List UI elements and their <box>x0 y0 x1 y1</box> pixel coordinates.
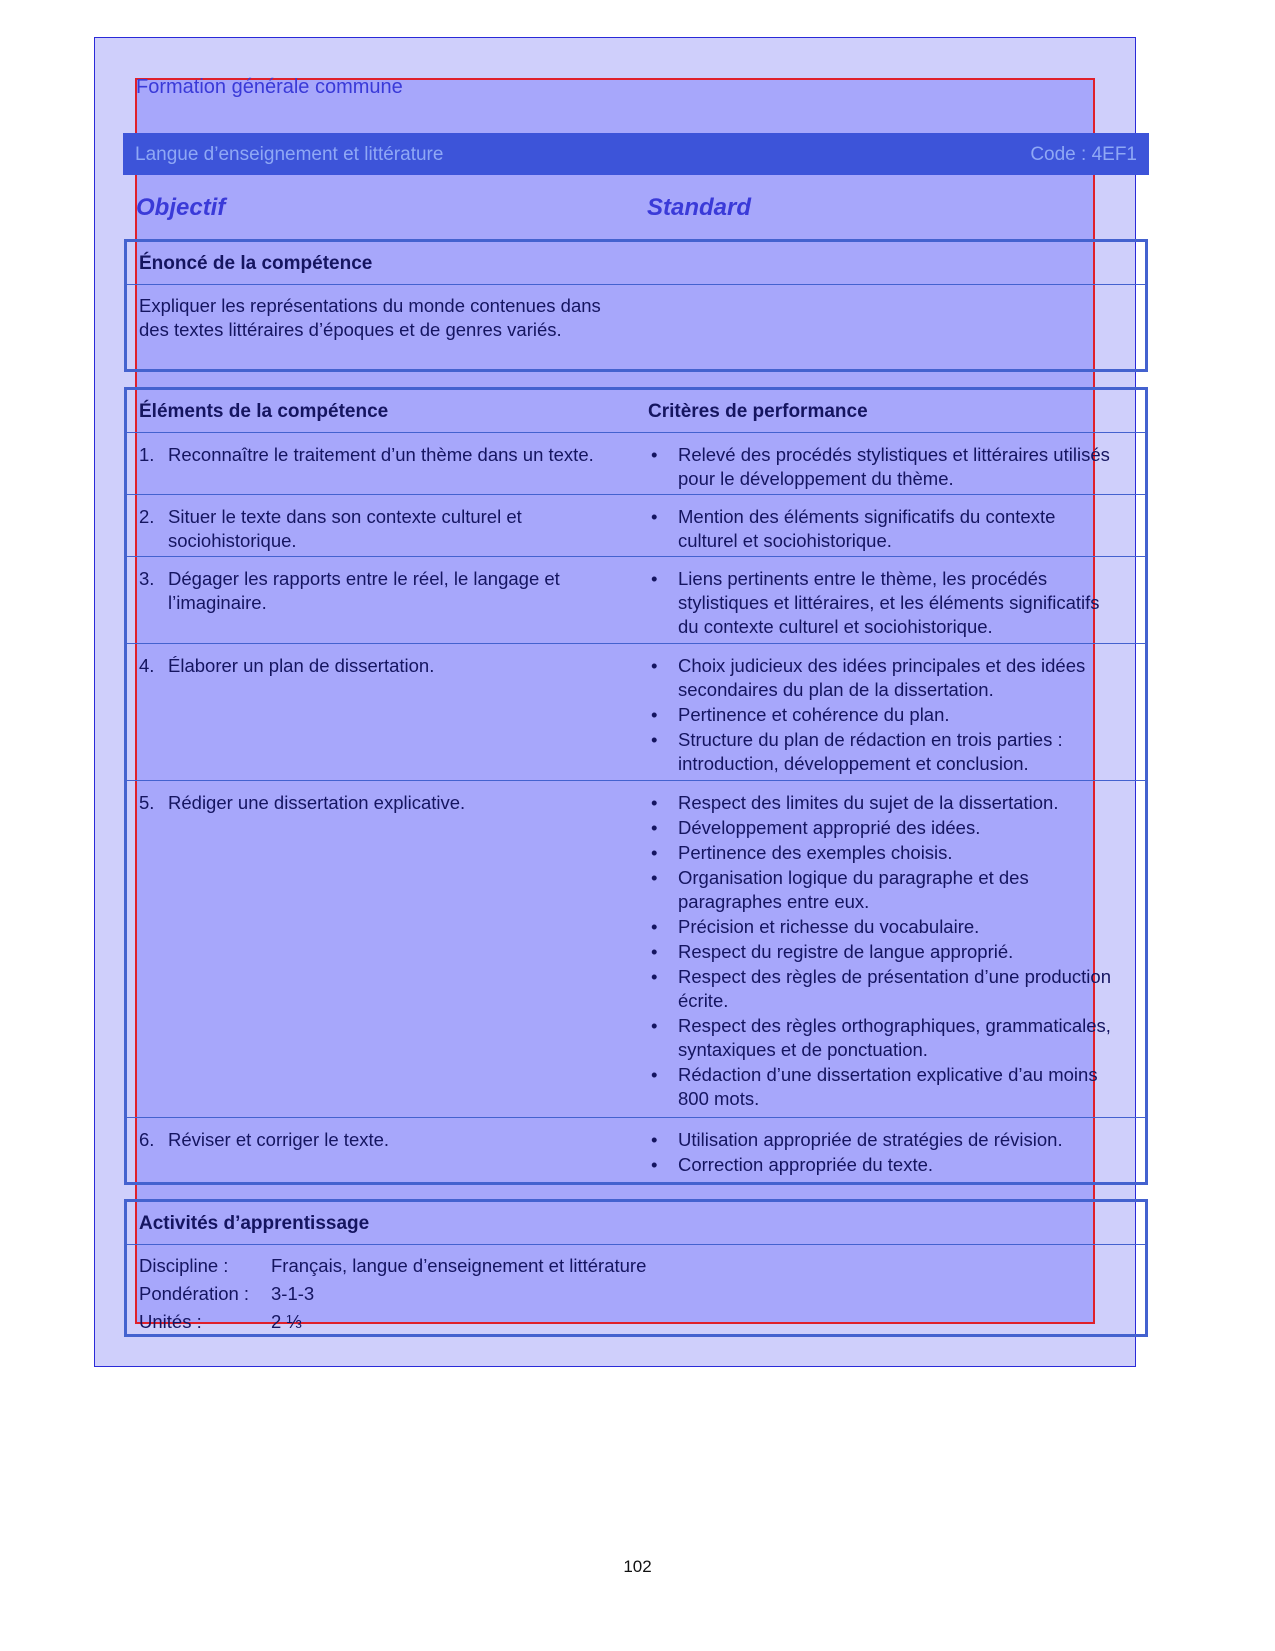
enonce-text: Expliquer les représentations du monde contenues dans des textes littéraires d’époques et de genres variés. <box>139 295 601 340</box>
element-number: 4. <box>139 655 155 676</box>
course-code: Code : 4EF1 <box>1030 144 1137 165</box>
criteria-item: • Pertinence des exemples choisis. <box>648 841 1118 865</box>
element-number: 1. <box>139 444 155 465</box>
objectif-standard-header <box>136 194 1146 222</box>
criteria-item: • Structure du plan de rédaction en trois parties : introduction, développement et conclusion. <box>648 728 1118 776</box>
criteria-list <box>648 1128 1118 1178</box>
element-cell <box>139 791 619 815</box>
elements-heading: Éléments de la compétence <box>139 401 389 422</box>
criteria-item: • Respect du registre de langue approprié. <box>648 940 1118 964</box>
enonce-heading: Énoncé de la compétence <box>139 253 373 274</box>
element-text: Rédiger une dissertation explicative. <box>168 792 466 813</box>
unites-label: Unités : <box>139 1311 202 1332</box>
criteria-item: • Organisation logique du paragraphe et des paragraphes entre eux. <box>648 866 1118 914</box>
criteria-item: • Utilisation appropriée de stratégies de révision. <box>648 1128 1118 1152</box>
elements-table-header <box>127 390 1145 433</box>
element-number: 5. <box>139 792 155 813</box>
activities-header <box>127 1202 1145 1245</box>
criteria-item: • Respect des règles de présentation d’une production écrite. <box>648 965 1118 1013</box>
table-row <box>127 557 1145 644</box>
ponderation-label: Pondération : <box>139 1283 250 1304</box>
criteria-list <box>648 791 1118 1112</box>
objectif-heading: Objectif <box>136 194 226 221</box>
element-text: Réviser et corriger le texte. <box>168 1129 390 1150</box>
discipline-line <box>139 1252 646 1280</box>
table-row <box>127 1118 1145 1182</box>
element-cell <box>139 505 619 553</box>
ponderation-value: 3-1-3 <box>271 1283 315 1304</box>
section-title: Formation générale commune <box>136 76 403 98</box>
criteria-item: • Choix judicieux des idées principales et des idées secondaires du plan de la dissertation. <box>648 654 1118 702</box>
elements-table <box>124 387 1148 1185</box>
criteria-item: • Correction appropriée du texte. <box>648 1153 1118 1177</box>
element-cell <box>139 1128 619 1152</box>
element-text: Élaborer un plan de dissertation. <box>168 655 435 676</box>
element-number: 3. <box>139 568 155 589</box>
criteria-item: • Respect des règles orthographiques, grammaticales, syntaxiques et de ponctuation. <box>648 1014 1118 1062</box>
element-number: 2. <box>139 506 155 527</box>
criteria-list <box>648 654 1118 777</box>
discipline-value: Français, langue d’enseignement et littérature <box>271 1255 647 1276</box>
discipline-label: Discipline : <box>139 1255 229 1276</box>
criteria-heading: Critères de performance <box>648 401 868 422</box>
criteria-item: • Liens pertinents entre le thème, les procédés stylistiques et littéraires, et les éléments significatifs du contexte culturel et sociohistorique. <box>648 567 1118 639</box>
criteria-item: • Pertinence et cohérence du plan. <box>648 703 1118 727</box>
criteria-list <box>648 567 1118 640</box>
element-cell <box>139 567 619 615</box>
element-cell <box>139 654 619 678</box>
table-row <box>127 644 1145 781</box>
table-row <box>127 781 1145 1118</box>
unites-value: 2 ⅓ <box>271 1311 302 1332</box>
criteria-list <box>648 505 1118 554</box>
activities-box <box>124 1199 1148 1337</box>
page-number: 102 <box>623 1557 652 1576</box>
activities-heading: Activités d’apprentissage <box>139 1213 370 1234</box>
standard-heading: Standard <box>647 194 752 221</box>
element-cell <box>139 443 619 467</box>
criteria-item: • Précision et richesse du vocabulaire. <box>648 915 1118 939</box>
course-header-band <box>123 133 1149 175</box>
enonce-box <box>124 239 1148 372</box>
element-text: Reconnaître le traitement d’un thème dans un texte. <box>168 444 594 465</box>
table-row <box>127 433 1145 495</box>
criteria-list <box>648 443 1118 492</box>
criteria-item: • Rédaction d’une dissertation explicative d’au moins 800 mots. <box>648 1063 1118 1111</box>
course-subject: Langue d’enseignement et littérature <box>135 144 444 165</box>
table-row <box>127 495 1145 557</box>
criteria-item: • Relevé des procédés stylistiques et littéraires utilisés pour le développement du thème. <box>648 443 1118 491</box>
element-number: 6. <box>139 1129 155 1150</box>
unites-line <box>139 1308 646 1336</box>
criteria-item: • Respect des limites du sujet de la dissertation. <box>648 791 1118 815</box>
element-text: Dégager les rapports entre le réel, le langage et l’imaginaire. <box>168 568 560 613</box>
element-text: Situer le texte dans son contexte culturel et sociohistorique. <box>168 506 522 551</box>
criteria-item: • Mention des éléments significatifs du contexte culturel et sociohistorique. <box>648 505 1118 553</box>
criteria-item: • Développement approprié des idées. <box>648 816 1118 840</box>
activities-details <box>139 1252 646 1336</box>
ponderation-line <box>139 1280 646 1308</box>
enonce-header <box>127 242 1145 285</box>
